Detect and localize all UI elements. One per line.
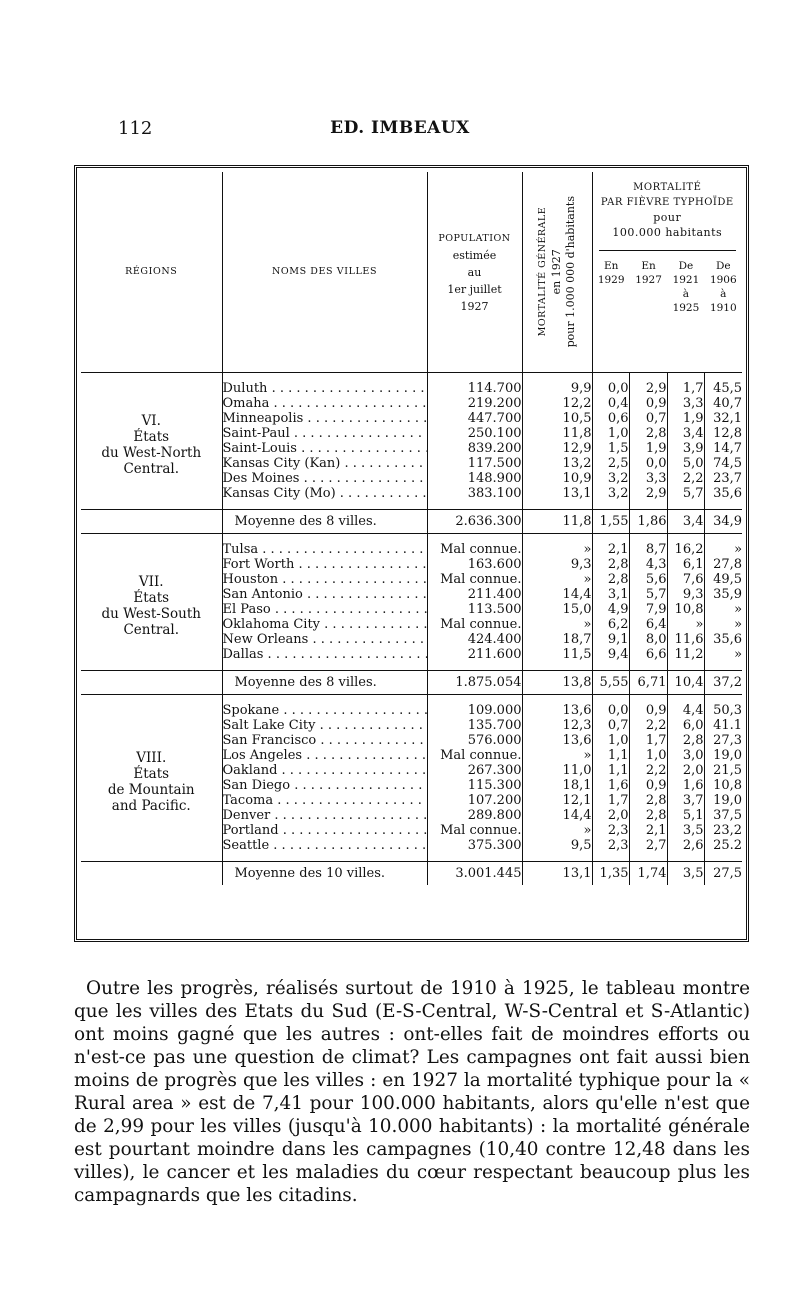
city-name — [222, 778, 427, 793]
average-label: Moyenne des 8 villes. — [222, 671, 427, 695]
value-cell: 14,4 — [522, 808, 592, 823]
value-cell: 2,6 — [667, 838, 704, 862]
city-name — [222, 471, 427, 486]
value-cell: 2,1 — [629, 823, 667, 838]
city-name — [222, 534, 427, 558]
value-cell: 211.600 — [427, 647, 522, 671]
value-cell: 2,8 — [629, 426, 667, 441]
region-label: États — [133, 429, 170, 445]
city-label: Minneapolis . . . — [223, 411, 428, 426]
value-cell: 375.300 — [427, 838, 522, 862]
value-cell: 6,6 — [629, 647, 667, 671]
value-cell: 45,5 — [713, 381, 743, 396]
value-cell: 1,7 — [667, 373, 704, 397]
value-cell: 7,6 — [667, 572, 704, 587]
header-population: POPULATION estimée au 1er juillet 1927 — [427, 172, 522, 373]
value-cell: 3,1 — [592, 587, 629, 602]
value-cell: 576.000 — [427, 733, 522, 748]
average-value: 10,4 — [667, 671, 704, 695]
header-mortalite-generale: MORTALITÉ GÉNÉRALE en 1927 pour 1.000 000 d'habitants — [522, 172, 592, 373]
average-row — [81, 510, 742, 534]
value-cell: 1,9 — [629, 441, 667, 456]
value-cell: 0,0 — [592, 695, 629, 719]
city-name — [222, 695, 427, 719]
value-cell: 12,1 — [522, 793, 592, 808]
value-cell: 10,9 — [522, 471, 592, 486]
value-cell: 219.200 — [427, 396, 522, 411]
value-cell: 3,4 — [667, 426, 704, 441]
city-label: Tulsa . . . — [223, 542, 428, 557]
value-cell: 5,0 — [667, 456, 704, 471]
value-cell: 6,2 — [592, 617, 629, 632]
city-name — [222, 733, 427, 748]
value-cell: 50,3 — [713, 703, 743, 718]
value-cell: 10,5 — [522, 411, 592, 426]
city-name — [222, 557, 427, 572]
value-cell: 3,2 — [592, 471, 629, 486]
value-cell: 148.900 — [427, 471, 522, 486]
value-cell: Mal connue. — [427, 617, 522, 632]
value-cell: » — [734, 617, 743, 632]
header-regions: RÉGIONS — [81, 172, 222, 373]
value-cell: 1,0 — [629, 748, 667, 763]
average-row — [81, 671, 742, 695]
value-cell: 3,2 — [592, 486, 629, 510]
city-name — [222, 763, 427, 778]
city-name — [222, 838, 427, 862]
city-name — [222, 602, 427, 617]
value-cell: 6,1 — [667, 557, 704, 572]
region-label: and Pacific. — [111, 798, 191, 814]
city-label: Oakland . . . — [223, 763, 428, 778]
value-cell: 3,0 — [667, 748, 704, 763]
value-cell: 12,9 — [522, 441, 592, 456]
city-label: Omaha . . . — [223, 396, 428, 411]
value-cell: 16,2 — [667, 534, 704, 558]
value-cell: » — [667, 617, 704, 632]
value-cell: 1,1 — [592, 763, 629, 778]
value-cell: 4,4 — [667, 695, 704, 719]
city-name — [222, 808, 427, 823]
running-head — [0, 118, 800, 144]
value-cell: 115.300 — [427, 778, 522, 793]
value-cell: 9,3 — [522, 557, 592, 572]
mortality-table-frame — [74, 165, 749, 942]
value-cell: 2,3 — [592, 823, 629, 838]
value-cell: 1,7 — [629, 733, 667, 748]
value-cell: 3,7 — [667, 793, 704, 808]
table-row — [81, 373, 742, 397]
subheader-en-1929: En 1929 — [597, 260, 625, 286]
subheader-1921-1925: De 1921 à 1925 — [672, 260, 700, 314]
value-cell: 2,7 — [629, 838, 667, 862]
value-cell: 107.200 — [427, 793, 522, 808]
value-cell: 37,5 — [713, 808, 743, 823]
value-cell: 2,0 — [592, 808, 629, 823]
city-label: Saint-Louis . . . — [223, 441, 428, 456]
city-name — [222, 647, 427, 671]
value-cell: 13,6 — [522, 733, 592, 748]
region-cell — [81, 534, 222, 671]
city-name — [222, 373, 427, 397]
value-cell: 2,8 — [592, 557, 629, 572]
table-row — [81, 534, 742, 558]
value-cell: 0,0 — [592, 373, 629, 397]
value-cell: 40,7 — [713, 396, 743, 411]
value-cell: 11,6 — [667, 632, 704, 647]
value-cell: » — [522, 617, 592, 632]
region-label: VI. — [141, 413, 161, 429]
value-cell: 19,0 — [713, 748, 743, 763]
value-cell: 3,3 — [667, 396, 704, 411]
value-cell: 35,9 — [713, 587, 743, 602]
running-title: ED. IMBEAUX — [330, 118, 470, 138]
value-cell: 163.600 — [427, 557, 522, 572]
value-cell: 1,6 — [592, 778, 629, 793]
value-cell: 11,2 — [667, 647, 704, 671]
value-cell: 23,2 — [713, 823, 743, 838]
city-label: Denver . . . — [223, 808, 428, 823]
value-cell: Mal connue. — [427, 748, 522, 763]
value-cell: 2,8 — [667, 733, 704, 748]
city-label: Tacoma . . . — [223, 793, 428, 808]
city-label: San Francisco . . . — [223, 733, 428, 748]
value-cell: 12,3 — [522, 718, 592, 733]
body-paragraph: Outre les progrès, réalisés surtout de 1910 à 1925, le tableau montre que les villes des Etats du Sud (E-S-Central, W-S-Central et S-Atlantic) ont moins gagné que les autres : ont-elles fait de moindres efforts ou n'est-ce pas une question de climat? Les campagnes ont fait aussi bien moins de progrès que les villes : en 1927 la mortalité typhique pour la « Rural area » est de 7,41 pour 100.000 habitants, alors qu'elle n'est que de 2,99 pour les villes (jusqu'à 10.000 habitants) : la mortalité générale est pourtant moindre dans les campagnes (10,40 contre 12,48 dans les villes), le cancer et les maladies du cœur respectant beaucoup plus les campagnards que les citadins. — [74, 978, 750, 1206]
value-cell: 11,5 — [522, 647, 592, 671]
value-cell: 383.100 — [427, 486, 522, 510]
city-label: El Paso . . . — [223, 602, 428, 617]
value-cell: 2,5 — [592, 456, 629, 471]
value-cell: 135.700 — [427, 718, 522, 733]
average-value: 6,71 — [629, 671, 667, 695]
region-blank — [81, 671, 222, 695]
value-cell: 9,5 — [522, 838, 592, 862]
value-cell: 1,9 — [667, 411, 704, 426]
average-value: 1,74 — [629, 862, 667, 886]
average-label: Moyenne des 10 villes. — [222, 862, 427, 886]
average-value: 3,4 — [667, 510, 704, 534]
city-label: Salt Lake City . . . — [223, 718, 428, 733]
region-cell — [81, 373, 222, 510]
average-value: 34,9 — [704, 510, 742, 534]
table-header — [81, 172, 742, 373]
region-blank — [81, 510, 222, 534]
city-name — [222, 617, 427, 632]
value-cell: 3,5 — [667, 823, 704, 838]
average-value: 13,8 — [522, 671, 592, 695]
city-label: Des Moines . . . — [223, 471, 428, 486]
value-cell: » — [522, 823, 592, 838]
city-label: Saint-Paul . . . — [223, 426, 428, 441]
value-cell: 2,1 — [592, 534, 629, 558]
value-cell: 250.100 — [427, 426, 522, 441]
average-value: 1,35 — [592, 862, 629, 886]
value-cell: 27,3 — [713, 733, 743, 748]
city-name — [222, 486, 427, 510]
value-cell: 117.500 — [427, 456, 522, 471]
value-cell: 0,9 — [629, 778, 667, 793]
average-value: 3,5 — [667, 862, 704, 886]
city-label: Kansas City (Mo) . . . — [223, 486, 428, 501]
region-blank — [81, 862, 222, 886]
value-cell: 23,7 — [713, 471, 743, 486]
body-text — [74, 977, 750, 1207]
value-cell: 0,7 — [592, 718, 629, 733]
city-name — [222, 793, 427, 808]
average-value: 2.636.300 — [427, 510, 522, 534]
value-cell: 8,0 — [629, 632, 667, 647]
value-cell: 1,5 — [592, 441, 629, 456]
value-cell: 5,1 — [667, 808, 704, 823]
value-cell: 2,9 — [629, 373, 667, 397]
value-cell: 424.400 — [427, 632, 522, 647]
value-cell: 11,0 — [522, 763, 592, 778]
city-label: San Antonio . . . — [223, 587, 428, 602]
value-cell: 1,7 — [592, 793, 629, 808]
average-value: 1,86 — [629, 510, 667, 534]
value-cell: 18,1 — [522, 778, 592, 793]
value-cell: 2,2 — [667, 471, 704, 486]
value-cell: 21,5 — [713, 763, 743, 778]
city-name — [222, 441, 427, 456]
value-cell: 267.300 — [427, 763, 522, 778]
value-cell: 2,2 — [629, 718, 667, 733]
value-cell: » — [522, 748, 592, 763]
city-name — [222, 396, 427, 411]
city-name — [222, 587, 427, 602]
value-cell: Mal connue. — [427, 534, 522, 558]
city-label: San Diego . . . — [223, 778, 428, 793]
region-label: Central. — [123, 622, 180, 638]
value-cell: 3,3 — [629, 471, 667, 486]
value-cell: 2,9 — [629, 486, 667, 510]
value-cell: 49,5 — [713, 572, 743, 587]
value-cell: 211.400 — [427, 587, 522, 602]
city-name — [222, 456, 427, 471]
value-cell: 289.800 — [427, 808, 522, 823]
value-cell: 2,8 — [629, 808, 667, 823]
value-cell: 7,9 — [629, 602, 667, 617]
value-cell: 0,9 — [629, 396, 667, 411]
page-number: 112 — [118, 118, 153, 139]
value-cell: 11,8 — [522, 426, 592, 441]
region-label: États — [133, 766, 170, 782]
city-name — [222, 632, 427, 647]
value-cell: » — [734, 542, 743, 557]
region-label: VII. — [138, 574, 164, 590]
value-cell: 5,7 — [629, 587, 667, 602]
value-cell: 0,6 — [592, 411, 629, 426]
city-name — [222, 426, 427, 441]
region-label: de Mountain — [107, 782, 195, 798]
value-cell: 1,0 — [592, 426, 629, 441]
value-cell: 1,6 — [667, 778, 704, 793]
value-cell: 447.700 — [427, 411, 522, 426]
city-name — [222, 411, 427, 426]
value-cell: 0,4 — [592, 396, 629, 411]
value-cell: 35,6 — [713, 632, 743, 647]
value-cell: 0,9 — [629, 695, 667, 719]
value-cell: 35,6 — [713, 486, 743, 501]
value-cell: 2,2 — [629, 763, 667, 778]
header-villes: NOMS DES VILLES — [222, 172, 427, 373]
table-body — [81, 373, 742, 886]
city-label: Los Angeles . . . — [223, 748, 428, 763]
value-cell: 9,3 — [667, 587, 704, 602]
value-cell: 27,8 — [713, 557, 743, 572]
value-cell: 13,1 — [522, 486, 592, 510]
value-cell: » — [522, 572, 592, 587]
header-mortalite-typhoide: MORTALITÉ PAR FIÈVRE TYPHOÏDE pour 100.000 habitants En 1929 En 1927 De 1921 à 1925 De 1906 à 1910 — [592, 172, 742, 373]
value-cell: 839.200 — [427, 441, 522, 456]
value-cell: 2,0 — [667, 763, 704, 778]
table-row — [81, 695, 742, 719]
city-name — [222, 823, 427, 838]
value-cell: 18,7 — [522, 632, 592, 647]
city-label: Fort Worth . . . — [223, 557, 428, 572]
value-cell: » — [734, 647, 743, 662]
value-cell: 6,4 — [629, 617, 667, 632]
region-label: Central. — [123, 461, 180, 477]
value-cell: 41.1 — [713, 718, 743, 733]
value-cell: 10,8 — [713, 778, 743, 793]
city-label: Seattle . . . — [223, 838, 428, 853]
city-label: Kansas City (Kan) . . . — [223, 456, 428, 471]
value-cell: 19,0 — [713, 793, 743, 808]
region-label: du West-South — [101, 606, 201, 622]
average-value: 1.875.054 — [427, 671, 522, 695]
city-label: Duluth . . . — [223, 381, 428, 396]
value-cell: 4,9 — [592, 602, 629, 617]
city-label: Spokane . . . — [223, 703, 428, 718]
subheader-1906-1910: De 1906 à 1910 — [709, 260, 737, 314]
value-cell: 74,5 — [713, 456, 743, 471]
value-cell: 2,8 — [629, 793, 667, 808]
region-label: États — [133, 590, 170, 606]
value-cell: 113.500 — [427, 602, 522, 617]
value-cell: 2,8 — [592, 572, 629, 587]
city-label: New Orleans . . . — [223, 632, 428, 647]
city-label: Dallas . . . — [223, 647, 428, 662]
value-cell: 10,8 — [667, 602, 704, 617]
city-name — [222, 718, 427, 733]
value-cell: 1,0 — [592, 733, 629, 748]
city-name — [222, 748, 427, 763]
average-value: 11,8 — [522, 510, 592, 534]
average-value: 1,55 — [592, 510, 629, 534]
value-cell: 114.700 — [427, 373, 522, 397]
average-value: 3.001.445 — [427, 862, 522, 886]
value-cell: 8,7 — [629, 534, 667, 558]
average-row — [81, 862, 742, 886]
city-name — [222, 572, 427, 587]
value-cell: 12,8 — [713, 426, 743, 441]
region-label: du West-North — [101, 445, 202, 461]
city-label: Portland . . . — [223, 823, 428, 838]
value-cell: 32,1 — [713, 411, 743, 426]
value-cell: 25.2 — [713, 838, 743, 853]
value-cell: » — [522, 534, 592, 558]
value-cell: 9,1 — [592, 632, 629, 647]
value-cell: 9,4 — [592, 647, 629, 671]
average-value: 27,5 — [704, 862, 742, 886]
value-cell: 13,2 — [522, 456, 592, 471]
value-cell: 2,3 — [592, 838, 629, 862]
average-value: 37,2 — [704, 671, 742, 695]
value-cell: 12,2 — [522, 396, 592, 411]
value-cell: 14,7 — [713, 441, 743, 456]
value-cell: 5,7 — [667, 486, 704, 510]
value-cell: 1,1 — [592, 748, 629, 763]
value-cell: » — [734, 602, 743, 617]
value-cell: Mal connue. — [427, 823, 522, 838]
value-cell: 0,7 — [629, 411, 667, 426]
value-cell: 14,4 — [522, 587, 592, 602]
city-label: Houston . . . — [223, 572, 428, 587]
average-value: 5,55 — [592, 671, 629, 695]
average-value: 13,1 — [522, 862, 592, 886]
region-label: VIII. — [136, 750, 167, 766]
value-cell: 0,0 — [629, 456, 667, 471]
value-cell: 5,6 — [629, 572, 667, 587]
value-cell: Mal connue. — [427, 572, 522, 587]
region-cell — [81, 695, 222, 862]
value-cell: 15,0 — [522, 602, 592, 617]
value-cell: 109.000 — [427, 695, 522, 719]
value-cell: 13,6 — [522, 695, 592, 719]
subheader-en-1927: En 1927 — [635, 260, 662, 286]
average-label: Moyenne des 8 villes. — [222, 510, 427, 534]
mortality-table — [81, 172, 742, 885]
city-label: Oklahoma City . . . — [223, 617, 428, 632]
value-cell: 3,9 — [667, 441, 704, 456]
value-cell: 6,0 — [667, 718, 704, 733]
value-cell: 9,9 — [522, 373, 592, 397]
value-cell: 4,3 — [629, 557, 667, 572]
